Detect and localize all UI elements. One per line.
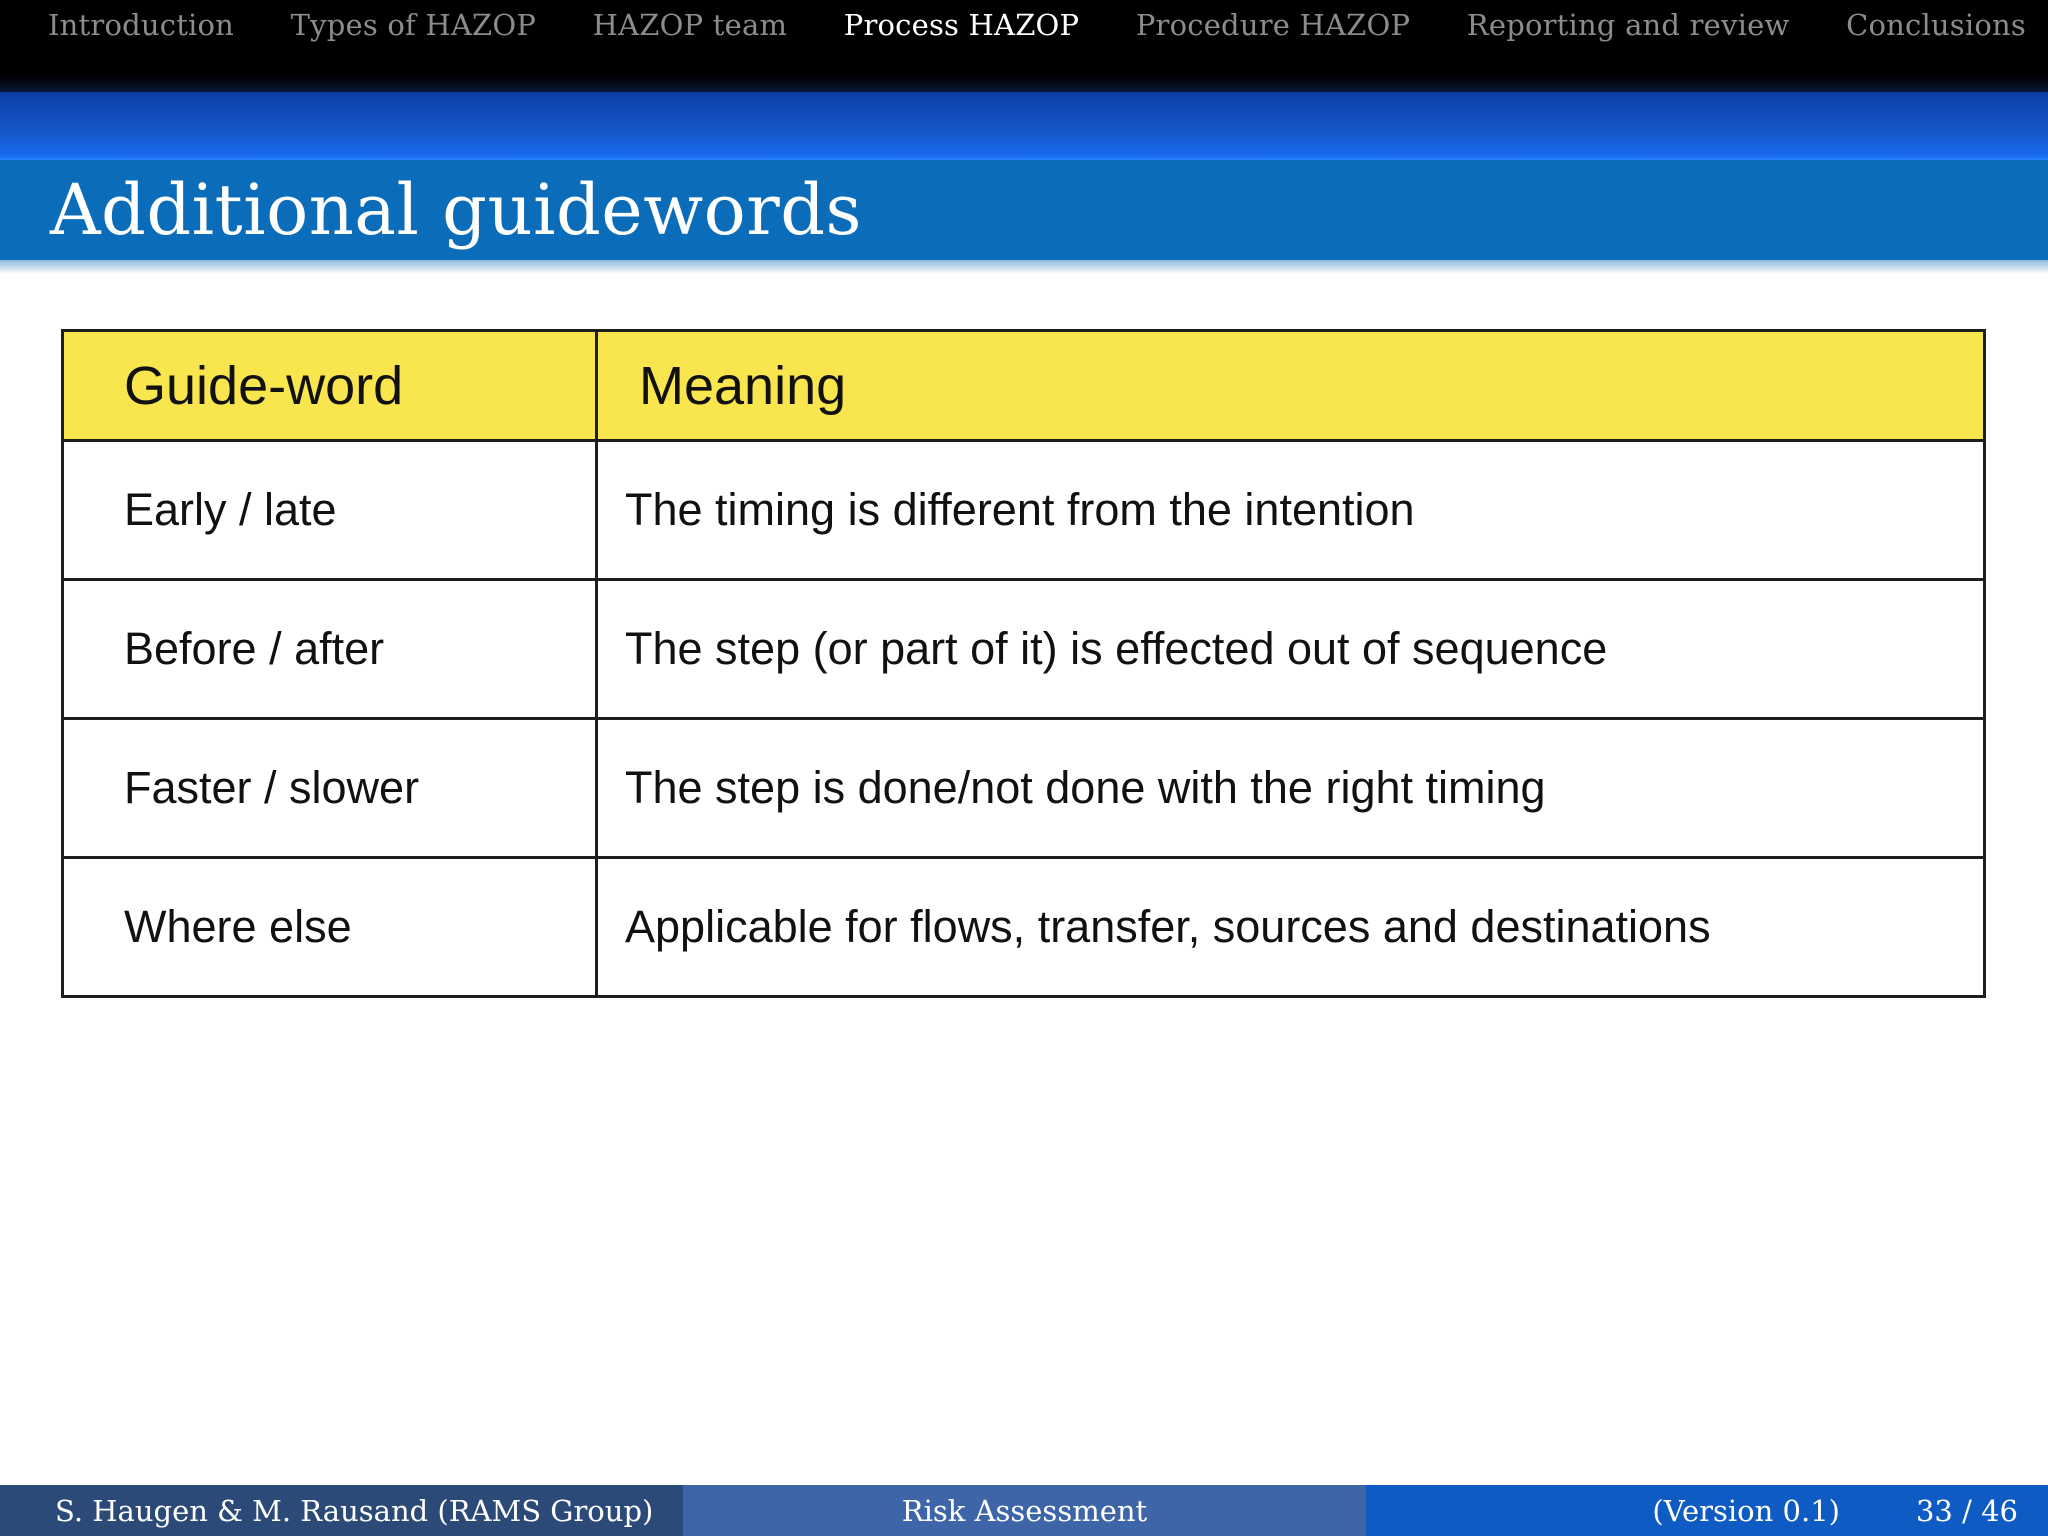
nav-item-process-hazop[interactable]: Process HAZOP — [843, 8, 1080, 42]
column-header-meaning: Meaning — [597, 331, 1985, 441]
footer-course-title: Risk Assessment — [683, 1485, 1366, 1536]
title-bar-shadow — [0, 258, 2048, 274]
table-row — [63, 858, 1985, 997]
guide-word-cell: Where else — [63, 858, 597, 997]
footer-version-and-page — [1366, 1485, 2048, 1536]
nav-item-introduction[interactable]: Introduction — [48, 8, 235, 42]
nav-item-hazop-team[interactable]: HAZOP team — [592, 8, 788, 42]
guide-word-cell: Early / late — [63, 441, 597, 580]
column-header-guide-word: Guide-word — [63, 331, 597, 441]
meaning-cell: The step is done/not done with the right timing — [597, 719, 1985, 858]
meaning-cell: Applicable for flows, transfer, sources and destinations — [597, 858, 1985, 997]
footer-authors: S. Haugen & M. Rausand (RAMS Group) — [0, 1485, 683, 1536]
nav-item-conclusions[interactable]: Conclusions — [1846, 8, 2026, 42]
guide-word-cell: Before / after — [63, 580, 597, 719]
nav-item-procedure-hazop[interactable]: Procedure HAZOP — [1135, 8, 1411, 42]
footer-version: (Version 0.1) — [1652, 1493, 1840, 1528]
table-row — [63, 719, 1985, 858]
nav-item-reporting-and-review[interactable]: Reporting and review — [1466, 8, 1790, 42]
table-header-row — [63, 331, 1985, 441]
top-navigation-bar — [0, 0, 2048, 92]
meaning-cell: The step (or part of it) is effected out of sequence — [597, 580, 1985, 719]
section-navigation — [0, 0, 2048, 50]
footer-bar — [0, 1485, 2048, 1536]
guidewords-table — [61, 329, 1986, 998]
meaning-cell: The timing is different from the intention — [597, 441, 1985, 580]
header-gradient-band — [0, 92, 2048, 160]
table-row — [63, 580, 1985, 719]
slide-title: Additional guidewords — [50, 169, 862, 251]
nav-item-types-of-hazop[interactable]: Types of HAZOP — [290, 8, 537, 42]
table-row — [63, 441, 1985, 580]
guide-word-cell: Faster / slower — [63, 719, 597, 858]
page-number: 33 / 46 — [1915, 1493, 2018, 1528]
